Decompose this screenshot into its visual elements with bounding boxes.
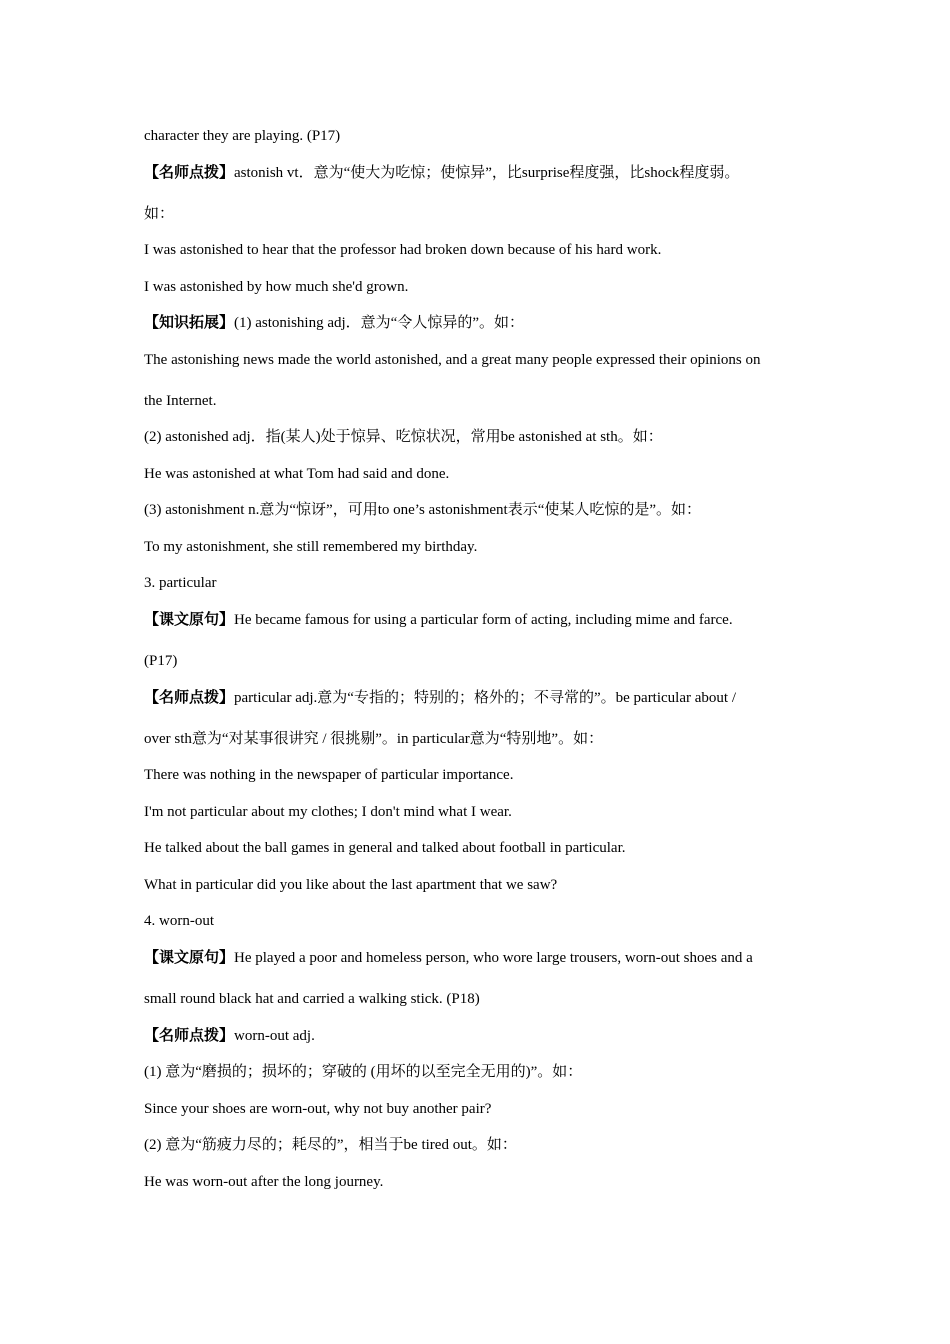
text-line: 【课文原句】He became famous for using a particular form of acting, including mime and farce. (144, 612, 733, 628)
text-line: 【名师点拨】worn-out adj. (144, 1028, 315, 1044)
example-sentence: I was astonished to hear that the professor had broken down because of his hard work. (144, 242, 662, 258)
vocab-heading: 4. worn-out (144, 913, 214, 929)
text-line: character they are playing. (P17) (144, 128, 341, 144)
text-line: (2) astonished adj．指(某人)处于惊异、吃惊状况，常用be astonished at sth。如： (144, 429, 663, 445)
example-sentence: The astonishing news made the world astonished, and a great many people expressed their opinions on (144, 352, 761, 368)
text-line: (P17) (144, 653, 178, 669)
example-sentence: I was astonished by how much she'd grown. (144, 279, 409, 295)
text-line: 如： (144, 206, 175, 222)
text-line: (3) astonishment n.意为“惊讶”，可用to one’s astonishment表示“使某人吃惊的是”。如： (144, 502, 702, 518)
section-heading: 【课文原句】 (144, 612, 235, 628)
example-sentence: He was astonished at what Tom had said and done. (144, 466, 450, 482)
text-line: 【知识拓展】(1) astonishing adj．意为“令人惊异的”。如： (144, 315, 524, 331)
text-line: 【课文原句】He played a poor and homeless person, who wore large trousers, worn-out shoes and a (144, 950, 753, 966)
section-heading: 【课文原句】 (144, 950, 235, 966)
section-heading: 【名师点拨】 (144, 1028, 235, 1044)
text-line: over sth意为“对某事很讲究 / 很挑剔”。in particular意为“特别地”。如： (144, 731, 604, 747)
example-sentence: Since your shoes are worn-out, why not buy another pair? (144, 1101, 492, 1117)
text-line: (1) 意为“磨损的；损坏的；穿破的 (用坏的以至完全无用的)”。如： (144, 1064, 583, 1080)
example-sentence: There was nothing in the newspaper of particular importance. (144, 767, 514, 783)
example-sentence: To my astonishment, she still remembered my birthday. (144, 539, 478, 555)
example-sentence: He was worn-out after the long journey. (144, 1174, 384, 1190)
example-sentence: What in particular did you like about the last apartment that we saw? (144, 877, 558, 893)
text-line: small round black hat and carried a walking stick. (P18) (144, 991, 480, 1007)
vocab-heading: 3. particular (144, 575, 217, 591)
section-heading: 【名师点拨】 (144, 690, 235, 706)
example-sentence: He talked about the ball games in general and talked about football in particular. (144, 840, 626, 856)
example-sentence: I'm not particular about my clothes; I don't mind what I wear. (144, 804, 512, 820)
text-line: 【名师点拨】particular adj.意为“专指的；特别的；格外的；不寻常的”。be particular about / (144, 690, 736, 706)
example-sentence: the Internet. (144, 393, 217, 409)
section-heading: 【名师点拨】 (144, 165, 235, 181)
text-line: 【名师点拨】astonish vt．意为“使大为吃惊；使惊异”，比surprise程度强，比shock程度弱。 (144, 165, 740, 181)
section-heading: 【知识拓展】 (144, 315, 235, 331)
text-line: (2) 意为“筋疲力尽的；耗尽的”，相当于be tired out。如： (144, 1137, 517, 1153)
